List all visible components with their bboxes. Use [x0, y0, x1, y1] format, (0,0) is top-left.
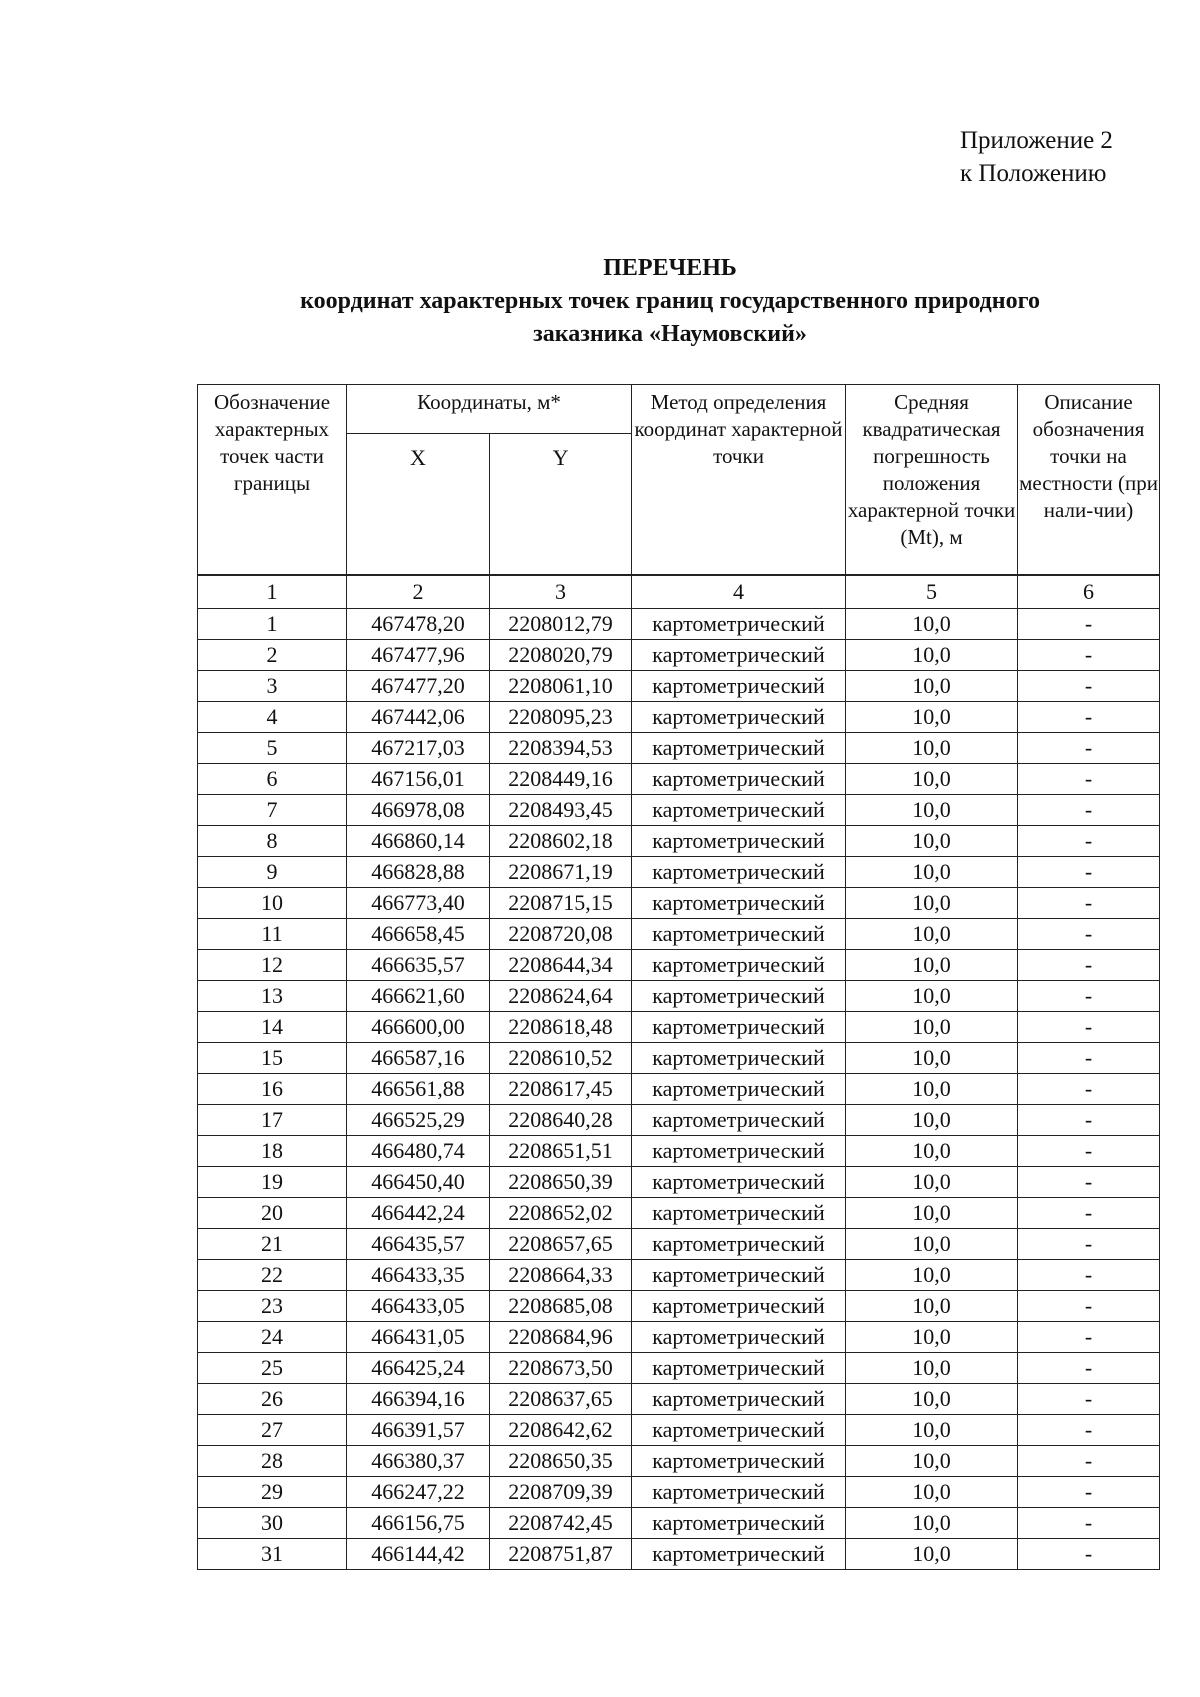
coord-x: 466621,60: [347, 981, 490, 1012]
point-description: -: [1018, 671, 1160, 702]
mean-error: 10,0: [846, 1539, 1018, 1570]
table-row: [198, 919, 1160, 950]
point-number: 1: [198, 609, 347, 640]
coord-y: 2208012,79: [490, 609, 632, 640]
point-number: 10: [198, 888, 347, 919]
table-row: [198, 671, 1160, 702]
point-description: -: [1018, 888, 1160, 919]
column-number-row: [198, 576, 1160, 609]
coord-x: 467477,20: [347, 671, 490, 702]
header-designation: Обозначение характерных точек части границы: [198, 385, 347, 575]
point-number: 9: [198, 857, 347, 888]
coord-x: 467156,01: [347, 764, 490, 795]
mean-error: 10,0: [846, 702, 1018, 733]
mean-error: 10,0: [846, 950, 1018, 981]
coord-x: 466380,37: [347, 1446, 490, 1477]
mean-error: 10,0: [846, 888, 1018, 919]
coord-x: 466658,45: [347, 919, 490, 950]
point-description: -: [1018, 981, 1160, 1012]
coord-y: 2208685,08: [490, 1291, 632, 1322]
coord-y: 2208684,96: [490, 1322, 632, 1353]
annex-line-2: к Положению: [960, 160, 1107, 187]
table-row: [198, 609, 1160, 640]
mean-error: 10,0: [846, 1105, 1018, 1136]
coord-y: 2208673,50: [490, 1353, 632, 1384]
coord-x: 466435,57: [347, 1229, 490, 1260]
point-description: -: [1018, 1539, 1160, 1570]
coord-y: 2208394,53: [490, 733, 632, 764]
coord-x: 466442,24: [347, 1198, 490, 1229]
mean-error: 10,0: [846, 609, 1018, 640]
coord-y: 2208610,52: [490, 1043, 632, 1074]
coord-x: 466391,57: [347, 1415, 490, 1446]
coord-y: 2208642,62: [490, 1415, 632, 1446]
method: картометрический: [632, 1353, 846, 1384]
table-row: [198, 1353, 1160, 1384]
coord-y: 2208617,45: [490, 1074, 632, 1105]
point-description: -: [1018, 1136, 1160, 1167]
table-row: [198, 981, 1160, 1012]
coord-x: 466860,14: [347, 826, 490, 857]
title-line-1: координат характерных точек границ государственного природного: [300, 288, 1040, 314]
table-row: [198, 764, 1160, 795]
point-number: 26: [198, 1384, 347, 1415]
coord-y: 2208637,65: [490, 1384, 632, 1415]
point-description: -: [1018, 702, 1160, 733]
coord-y: 2208602,18: [490, 826, 632, 857]
document-title: [180, 252, 1160, 351]
coord-y: 2208020,79: [490, 640, 632, 671]
table-row: [198, 826, 1160, 857]
coord-x: 466425,24: [347, 1353, 490, 1384]
mean-error: 10,0: [846, 1353, 1018, 1384]
title-line-2: заказника «Наумовский»: [533, 321, 807, 347]
mean-error: 10,0: [846, 826, 1018, 857]
mean-error: 10,0: [846, 764, 1018, 795]
coord-x: 466773,40: [347, 888, 490, 919]
point-number: 12: [198, 950, 347, 981]
coord-x: 466600,00: [347, 1012, 490, 1043]
coord-y: 2208651,51: [490, 1136, 632, 1167]
point-number: 28: [198, 1446, 347, 1477]
annex-line-1: Приложение 2: [960, 127, 1113, 154]
point-number: 6: [198, 764, 347, 795]
point-description: -: [1018, 1260, 1160, 1291]
method: картометрический: [632, 826, 846, 857]
coord-y: 2208650,39: [490, 1167, 632, 1198]
point-description: -: [1018, 1477, 1160, 1508]
point-number: 16: [198, 1074, 347, 1105]
table-row: [198, 1539, 1160, 1570]
mean-error: 10,0: [846, 1074, 1018, 1105]
point-number: 29: [198, 1477, 347, 1508]
coord-y: 2208715,15: [490, 888, 632, 919]
coord-y: 2208493,45: [490, 795, 632, 826]
coord-y: 2208709,39: [490, 1477, 632, 1508]
table-row: [198, 1105, 1160, 1136]
point-description: -: [1018, 609, 1160, 640]
column-number: 6: [1018, 576, 1160, 609]
mean-error: 10,0: [846, 671, 1018, 702]
mean-error: 10,0: [846, 733, 1018, 764]
coord-y: 2208061,10: [490, 671, 632, 702]
coord-x: 466450,40: [347, 1167, 490, 1198]
point-number: 17: [198, 1105, 347, 1136]
header-description: Описание обозначения точки на местности (при нали-чии): [1018, 385, 1160, 575]
point-description: -: [1018, 919, 1160, 950]
method: картометрический: [632, 671, 846, 702]
point-number: 23: [198, 1291, 347, 1322]
mean-error: 10,0: [846, 1136, 1018, 1167]
point-description: -: [1018, 1043, 1160, 1074]
point-description: -: [1018, 795, 1160, 826]
point-number: 27: [198, 1415, 347, 1446]
table-row: [198, 888, 1160, 919]
mean-error: 10,0: [846, 1508, 1018, 1539]
coord-y: 2208640,28: [490, 1105, 632, 1136]
column-number: 3: [490, 576, 632, 609]
coord-x: 466433,35: [347, 1260, 490, 1291]
coord-x: 467477,96: [347, 640, 490, 671]
coord-x: 466156,75: [347, 1508, 490, 1539]
method: картометрический: [632, 1198, 846, 1229]
point-description: -: [1018, 640, 1160, 671]
method: картометрический: [632, 733, 846, 764]
method: картометрический: [632, 1105, 846, 1136]
point-number: 21: [198, 1229, 347, 1260]
method: картометрический: [632, 1291, 846, 1322]
coord-y: 2208720,08: [490, 919, 632, 950]
point-number: 5: [198, 733, 347, 764]
mean-error: 10,0: [846, 1446, 1018, 1477]
method: картометрический: [632, 1136, 846, 1167]
table-row: [198, 1012, 1160, 1043]
table-row: [198, 1136, 1160, 1167]
point-number: 2: [198, 640, 347, 671]
method: картометрический: [632, 857, 846, 888]
table-row: [198, 1229, 1160, 1260]
point-number: 18: [198, 1136, 347, 1167]
point-description: -: [1018, 826, 1160, 857]
point-number: 14: [198, 1012, 347, 1043]
mean-error: 10,0: [846, 795, 1018, 826]
table-row: [198, 795, 1160, 826]
method: картометрический: [632, 1043, 846, 1074]
table-row: [198, 702, 1160, 733]
coord-x: 466587,16: [347, 1043, 490, 1074]
method: картометрический: [632, 1229, 846, 1260]
coord-x: 467442,06: [347, 702, 490, 733]
point-description: -: [1018, 1074, 1160, 1105]
mean-error: 10,0: [846, 1260, 1018, 1291]
point-number: 30: [198, 1508, 347, 1539]
method: картометрический: [632, 1415, 846, 1446]
coord-x: 466394,16: [347, 1384, 490, 1415]
mean-error: 10,0: [846, 640, 1018, 671]
mean-error: 10,0: [846, 1477, 1018, 1508]
coord-x: 466144,42: [347, 1539, 490, 1570]
table-row: [198, 733, 1160, 764]
table-row: [198, 1322, 1160, 1353]
mean-error: 10,0: [846, 1291, 1018, 1322]
point-description: -: [1018, 1229, 1160, 1260]
point-number: 3: [198, 671, 347, 702]
coord-x: 466561,88: [347, 1074, 490, 1105]
method: картометрический: [632, 795, 846, 826]
method: картометрический: [632, 1508, 846, 1539]
point-description: -: [1018, 1415, 1160, 1446]
point-number: 24: [198, 1322, 347, 1353]
header-error: Средняя квадратическая погрешность положения характерной точки (Mt), м: [846, 385, 1018, 575]
column-number: 4: [632, 576, 846, 609]
coord-y: 2208657,65: [490, 1229, 632, 1260]
point-description: -: [1018, 1012, 1160, 1043]
method: картометрический: [632, 888, 846, 919]
coord-x: 466978,08: [347, 795, 490, 826]
method: картометрический: [632, 609, 846, 640]
table-row: [198, 1198, 1160, 1229]
mean-error: 10,0: [846, 1198, 1018, 1229]
table-row: [198, 1446, 1160, 1477]
mean-error: 10,0: [846, 1322, 1018, 1353]
coordinates-table: [197, 575, 1160, 1570]
point-number: 20: [198, 1198, 347, 1229]
method: картометрический: [632, 1260, 846, 1291]
column-number: 1: [198, 576, 347, 609]
point-description: -: [1018, 857, 1160, 888]
point-number: 4: [198, 702, 347, 733]
mean-error: 10,0: [846, 1384, 1018, 1415]
method: картометрический: [632, 1477, 846, 1508]
coord-y: 2208644,34: [490, 950, 632, 981]
mean-error: 10,0: [846, 919, 1018, 950]
point-number: 7: [198, 795, 347, 826]
method: картометрический: [632, 1384, 846, 1415]
table-row: [198, 1074, 1160, 1105]
coord-y: 2208095,23: [490, 702, 632, 733]
table-row: [198, 857, 1160, 888]
table-row: [198, 950, 1160, 981]
coord-x: 466433,05: [347, 1291, 490, 1322]
table-row: [198, 1477, 1160, 1508]
coord-y: 2208652,02: [490, 1198, 632, 1229]
method: картометрический: [632, 1322, 846, 1353]
table-row: [198, 1508, 1160, 1539]
table-row: [198, 1291, 1160, 1322]
point-description: -: [1018, 764, 1160, 795]
point-number: 8: [198, 826, 347, 857]
coord-x: 467478,20: [347, 609, 490, 640]
method: картометрический: [632, 919, 846, 950]
point-number: 11: [198, 919, 347, 950]
method: картометрический: [632, 1167, 846, 1198]
table-row: [198, 640, 1160, 671]
point-description: -: [1018, 1384, 1160, 1415]
header-y: Y: [490, 434, 632, 575]
method: картометрический: [632, 764, 846, 795]
coord-y: 2208742,45: [490, 1508, 632, 1539]
column-number: 5: [846, 576, 1018, 609]
annex-note: [960, 124, 1113, 190]
point-description: -: [1018, 1508, 1160, 1539]
point-number: 25: [198, 1353, 347, 1384]
column-number: 2: [347, 576, 490, 609]
header-method: Метод определения координат характерной точки: [632, 385, 846, 575]
point-description: -: [1018, 1105, 1160, 1136]
table-row: [198, 1384, 1160, 1415]
mean-error: 10,0: [846, 1167, 1018, 1198]
coord-x: 466635,57: [347, 950, 490, 981]
coord-x: 466828,88: [347, 857, 490, 888]
mean-error: 10,0: [846, 1043, 1018, 1074]
mean-error: 10,0: [846, 857, 1018, 888]
mean-error: 10,0: [846, 1012, 1018, 1043]
point-description: -: [1018, 733, 1160, 764]
method: картометрический: [632, 950, 846, 981]
coord-x: 467217,03: [347, 733, 490, 764]
point-description: -: [1018, 1446, 1160, 1477]
table-row: [198, 1415, 1160, 1446]
table-row: [198, 1260, 1160, 1291]
method: картометрический: [632, 981, 846, 1012]
method: картометрический: [632, 1074, 846, 1105]
coord-y: 2208618,48: [490, 1012, 632, 1043]
mean-error: 10,0: [846, 1229, 1018, 1260]
coord-x: 466247,22: [347, 1477, 490, 1508]
point-description: -: [1018, 1291, 1160, 1322]
coord-y: 2208671,19: [490, 857, 632, 888]
coord-y: 2208624,64: [490, 981, 632, 1012]
coord-x: 466480,74: [347, 1136, 490, 1167]
table-row: [198, 1167, 1160, 1198]
header-x: X: [347, 434, 490, 575]
point-description: -: [1018, 950, 1160, 981]
method: картометрический: [632, 1539, 846, 1570]
point-description: -: [1018, 1353, 1160, 1384]
method: картометрический: [632, 1446, 846, 1477]
coord-y: 2208650,35: [490, 1446, 632, 1477]
method: картометрический: [632, 640, 846, 671]
coordinates-table-body: [198, 576, 1160, 1570]
header-coordinates: Координаты, м*: [347, 385, 632, 434]
method: картометрический: [632, 702, 846, 733]
point-description: -: [1018, 1322, 1160, 1353]
point-number: 19: [198, 1167, 347, 1198]
coord-y: 2208751,87: [490, 1539, 632, 1570]
point-number: 15: [198, 1043, 347, 1074]
point-number: 22: [198, 1260, 347, 1291]
coord-x: 466431,05: [347, 1322, 490, 1353]
point-description: -: [1018, 1198, 1160, 1229]
table-row: [198, 1043, 1160, 1074]
coordinates-table-header: [197, 384, 1160, 575]
method: картометрический: [632, 1012, 846, 1043]
coord-y: 2208664,33: [490, 1260, 632, 1291]
point-number: 31: [198, 1539, 347, 1570]
mean-error: 10,0: [846, 981, 1018, 1012]
point-description: -: [1018, 1167, 1160, 1198]
point-number: 13: [198, 981, 347, 1012]
coord-y: 2208449,16: [490, 764, 632, 795]
coord-x: 466525,29: [347, 1105, 490, 1136]
mean-error: 10,0: [846, 1415, 1018, 1446]
title-heading: ПЕРЕЧЕНЬ: [603, 255, 737, 281]
